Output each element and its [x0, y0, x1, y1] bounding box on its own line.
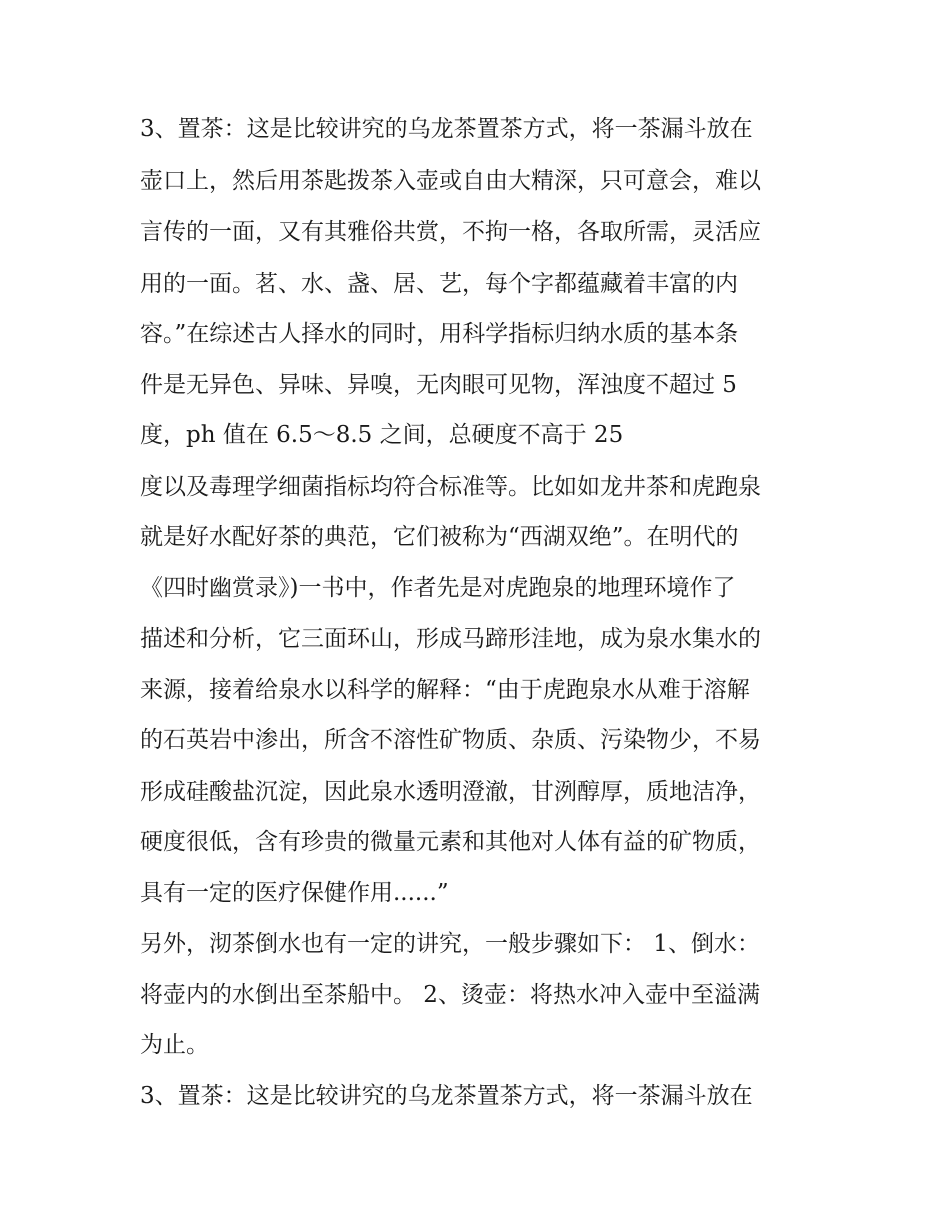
text-line: 《四时幽赏录》)一书中，作者先是对虎跑泉的地理环境作了	[140, 575, 736, 601]
text-line: 为止。	[140, 1032, 209, 1058]
text-line: 3、置茶：这是比较讲究的乌龙茶置茶方式，将一茶漏斗放在	[140, 116, 753, 142]
text-line: 3、置茶：这是比较讲究的乌龙茶置茶方式，将一茶漏斗放在	[140, 1083, 753, 1109]
text-line: 将壶内的水倒出至茶船中。 2、烫壶：将热水冲入壶中至溢满	[140, 982, 760, 1008]
text-line: 件是无异色、异味、异嗅，无肉眼可见物，浑浊度不超过 5	[140, 372, 737, 398]
text-line: 形成硅酸盐沉淀，因此泉水透明澄澈，甘洌醇厚，质地洁净，	[140, 779, 761, 805]
text-line: 度以及毒理学细菌指标均符合标准等。比如如龙井茶和虎跑泉	[140, 474, 761, 500]
text-line: 硬度很低，含有珍贵的微量元素和其他对人体有益的矿物质，	[140, 829, 761, 855]
text-line: 的石英岩中渗出，所含不溶性矿物质、杂质、污染物少，不易	[140, 727, 761, 753]
text-line: 就是好水配好茶的典范，它们被称为“西湖双绝”。在明代的	[140, 524, 739, 550]
text-line: 描述和分析，它三面环山，形成马蹄形洼地，成为泉水集水的	[140, 626, 761, 652]
text-line: 具有一定的医疗保健作用......”	[140, 880, 449, 906]
text-line: 度，ph 值在 6.5～8.5 之间，总硬度不高于 25	[140, 422, 624, 448]
text-line: 另外，沏茶倒水也有一定的讲究，一般步骤如下： 1、倒水：	[140, 931, 760, 957]
text-line: 容。”在综述古人择水的同时，用科学指标归纳水质的基本条	[140, 321, 739, 347]
text-line: 用的一面。茗、水、盏、居、艺，每个字都蕴藏着丰富的内	[140, 271, 738, 297]
text-line: 言传的一面，又有其雅俗共赏，不拘一格，各取所需，灵活应	[140, 219, 761, 245]
text-line: 壶口上，然后用茶匙拨茶入壶或自由大精深，只可意会，难以	[140, 168, 761, 194]
text-line: 来源，接着给泉水以科学的解释：“由于虎跑泉水从难于溶解	[140, 677, 750, 703]
